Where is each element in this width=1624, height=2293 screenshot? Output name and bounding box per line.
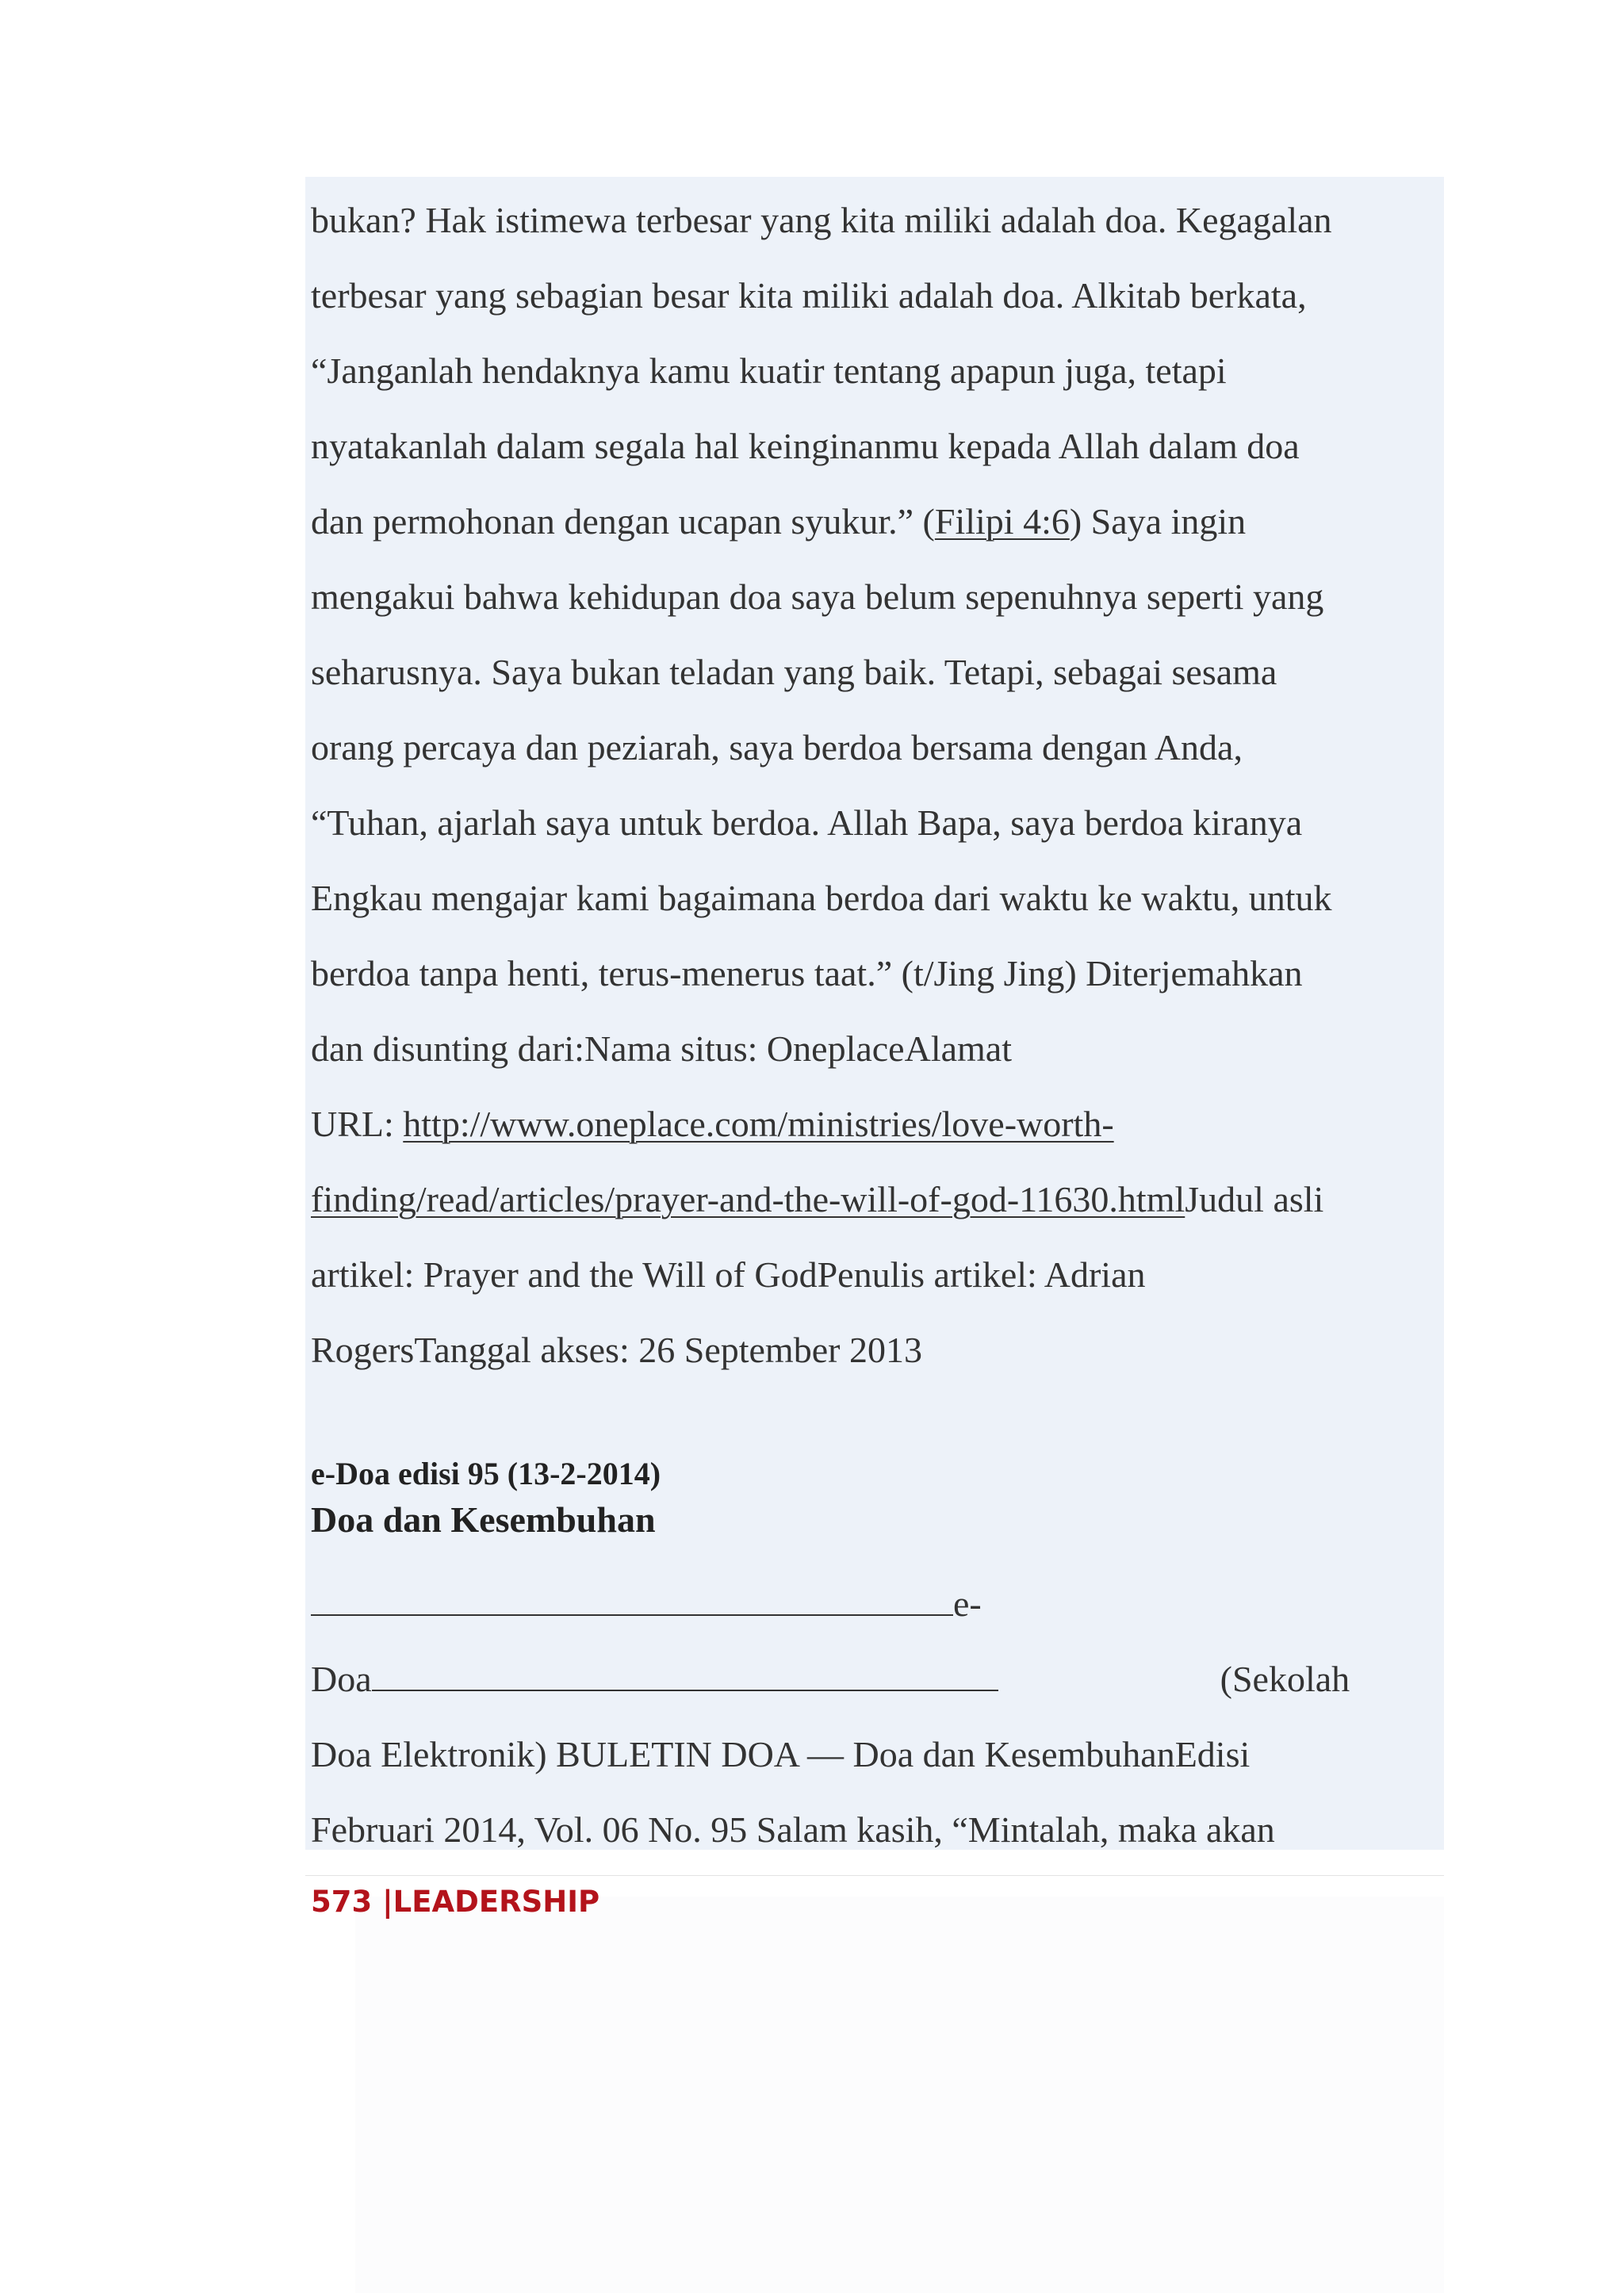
body-line: RogersTanggal akses: 26 September 2013 bbox=[311, 1330, 922, 1370]
footer-separator: | bbox=[372, 1885, 393, 1919]
body-line: berdoa tanpa henti, terus-menerus taat.” (t/Jing Jing) Diterjemahkan bbox=[311, 953, 1303, 993]
page-footer bbox=[311, 1885, 599, 1919]
body-line: nyatakanlah dalam segala hal keinginanmu kepada Allah dalam doa bbox=[311, 426, 1300, 466]
body-line: seharusnya. Saya bukan teladan yang baik. Tetapi, sebagai sesama bbox=[311, 652, 1277, 692]
body-line: dan disunting dari:Nama situs: OneplaceAlamat bbox=[311, 1028, 1012, 1069]
body-line: Februari 2014, Vol. 06 No. 95 Salam kasih, “Mintalah, maka akan bbox=[311, 1809, 1275, 1850]
footer-section: LEADERSHIP bbox=[393, 1885, 600, 1919]
body-line: “Janganlah hendaknya kamu kuatir tentang apapun juga, tetapi bbox=[311, 350, 1227, 391]
body-text: ) Saya ingin bbox=[1069, 501, 1247, 542]
body-line bbox=[311, 1086, 1437, 1162]
body-text: Doa bbox=[311, 1659, 372, 1699]
body-line: Engkau mengajar kami bagaimana berdoa dari waktu ke waktu, untuk bbox=[311, 878, 1332, 918]
body-line: terbesar yang sebagian besar kita miliki adalah doa. Alkitab berkata, bbox=[311, 275, 1307, 316]
body-line: orang percaya dan peziarah, saya berdoa bersama dengan Anda, bbox=[311, 727, 1243, 768]
body-line: “Tuhan, ajarlah saya untuk berdoa. Allah Bapa, saya berdoa kiranya bbox=[311, 802, 1303, 843]
fill-in-line bbox=[372, 1656, 998, 1691]
body-line bbox=[311, 484, 1437, 559]
fill-in-line bbox=[311, 1581, 953, 1616]
body-line bbox=[311, 1566, 1437, 1641]
bulletin-paragraph bbox=[311, 1566, 1437, 1867]
body-text: Judul asli bbox=[1185, 1179, 1324, 1219]
scripture-reference-link[interactable]: Filipi 4:6 bbox=[934, 501, 1070, 542]
body-line: artikel: Prayer and the Will of GodPenulis artikel: Adrian bbox=[311, 1254, 1146, 1295]
body-text: e- bbox=[953, 1583, 982, 1624]
source-url-link-continued[interactable]: finding/read/articles/prayer-and-the-will-of-god-11630.html bbox=[311, 1179, 1185, 1219]
body-text: dan permohonan dengan ucapan syukur.” ( bbox=[311, 501, 935, 542]
section-title: Doa dan Kesembuhan bbox=[311, 1499, 656, 1540]
body-line: bukan? Hak istimewa terbesar yang kita miliki adalah doa. Kegagalan bbox=[311, 200, 1332, 240]
lower-background bbox=[355, 1897, 1444, 2293]
body-line bbox=[311, 1641, 1437, 1717]
issue-label: e-Doa edisi 95 (13-2-2014) bbox=[311, 1456, 661, 1491]
footer-divider bbox=[305, 1875, 1444, 1876]
page-number: 573 bbox=[311, 1885, 373, 1919]
body-line: mengakui bahwa kehidupan doa saya belum sepenuhnya seperti yang bbox=[311, 576, 1324, 617]
body-line: Doa Elektronik) BULETIN DOA — Doa dan KesembuhanEdisi bbox=[311, 1734, 1251, 1774]
body-text: (Sekolah bbox=[1220, 1659, 1350, 1699]
document-body bbox=[311, 182, 1437, 1850]
body-line bbox=[311, 1162, 1437, 1237]
body-paragraph bbox=[311, 182, 1437, 1388]
source-url-link[interactable]: http://www.oneplace.com/ministries/love-worth- bbox=[403, 1104, 1114, 1144]
body-text: URL: bbox=[311, 1104, 404, 1144]
